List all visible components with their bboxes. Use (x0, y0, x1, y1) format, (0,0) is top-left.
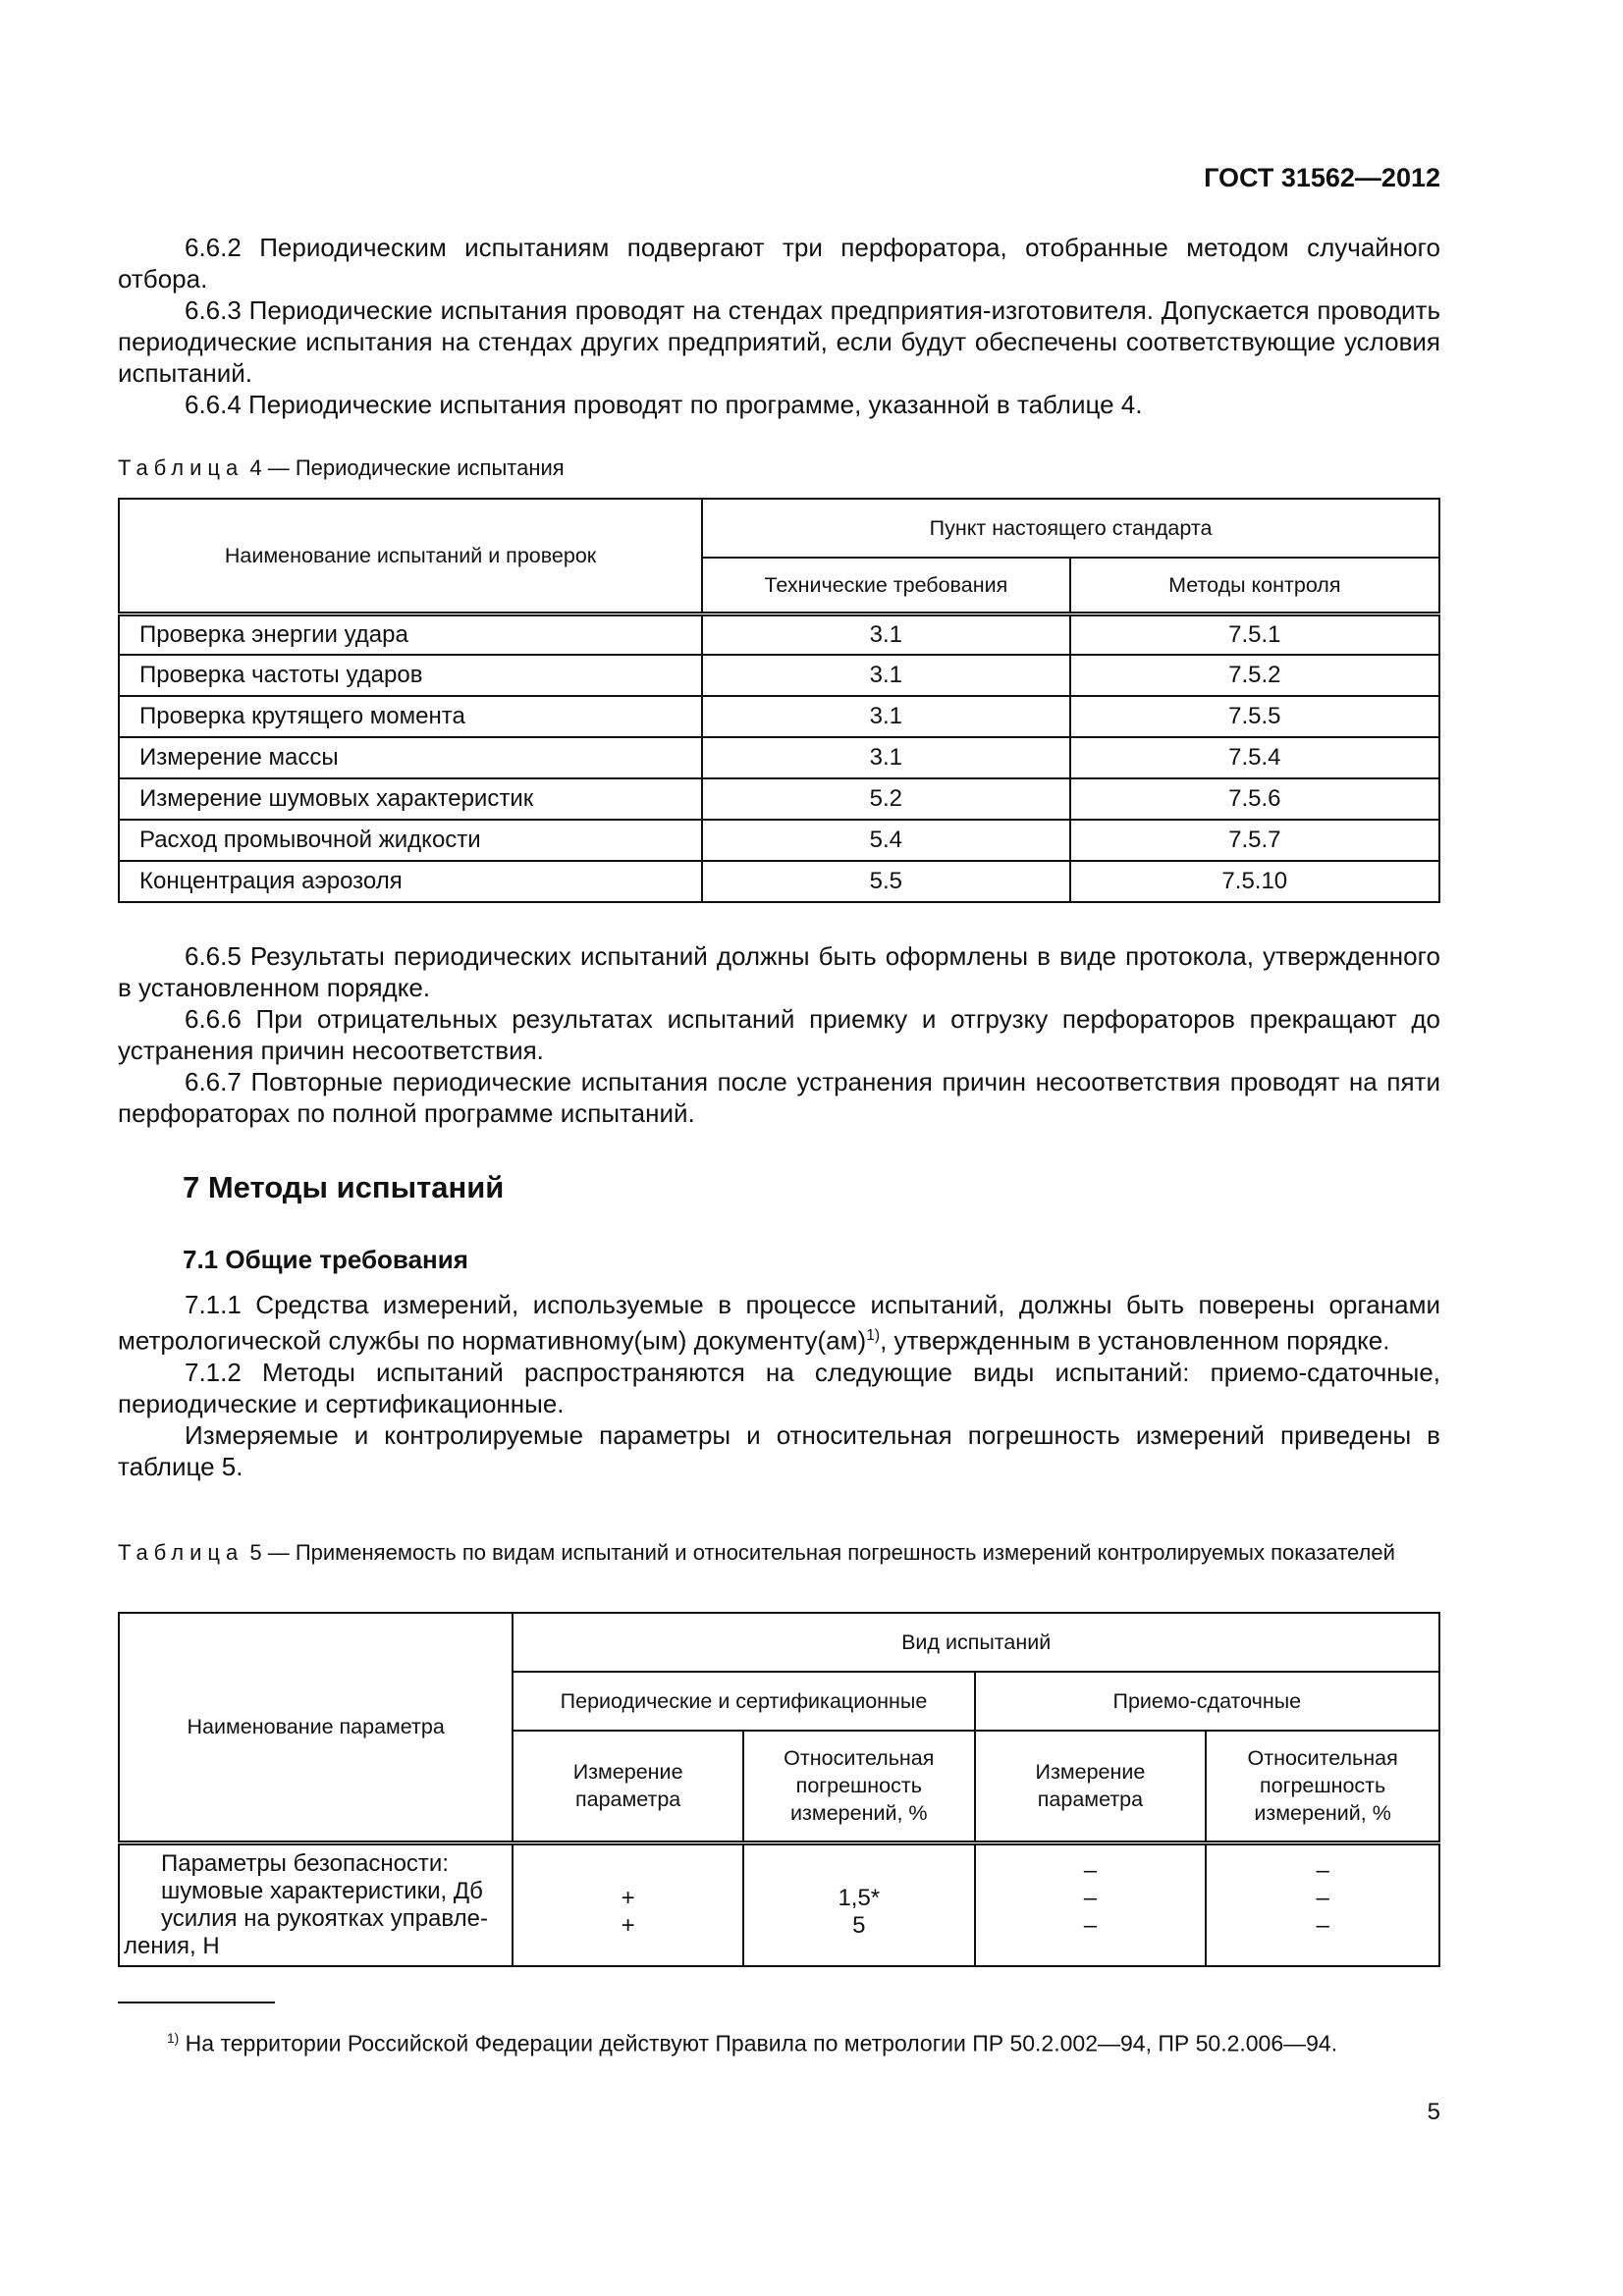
value: – (1083, 1884, 1098, 1911)
paragraph-6-6-3: 6.6.3 Периодические испытания проводят на стендах предприятия-изготовителя. Допускается проводить периодические испытания на стендах других предприятий, если будут обеспечены соответствующие условия испытаний. (118, 295, 1440, 388)
value: – (1083, 1911, 1098, 1939)
table-row (119, 861, 1439, 902)
section-7-1-title: 7.1 Общие требования (183, 1245, 468, 1274)
footnote-mark: 1) (167, 2031, 180, 2046)
row-method: 7.5.1 (1070, 614, 1439, 655)
row-method: 7.5.6 (1070, 778, 1439, 820)
value: 5 (852, 1911, 866, 1939)
header-group: Пункт настоящего стандарта (702, 499, 1439, 558)
header-measure: Измерение параметра (513, 1731, 743, 1842)
table-row (119, 778, 1439, 820)
table4-caption (118, 454, 1440, 483)
caption-text: 4 — Периодические испытания (243, 455, 565, 480)
paragraph-7-1-2: 7.1.2 Методы испытаний распространяются на следующие виды испытаний: приемо-сдаточные, периодические и сертификационные. (118, 1357, 1440, 1418)
acceptance-measure (975, 1842, 1207, 1966)
page-number: 5 (1427, 2099, 1440, 2125)
paragraph-7-1-1 (118, 1289, 1440, 1357)
row-name: Проверка энергии удара (119, 614, 702, 655)
row-tech: 3.1 (702, 696, 1069, 737)
header-error: Относительная погрешность измерений, % (1206, 1731, 1439, 1842)
table-row (119, 614, 1439, 655)
value: – (1316, 1911, 1329, 1939)
table-4 (118, 498, 1440, 903)
header-error: Относительная погрешность измерений, % (743, 1731, 975, 1842)
footnote (118, 2022, 1440, 2060)
row-name (119, 1842, 513, 1966)
p711-text: 7.1.1 Средства измерений, используемые в процессе испытаний, должны быть поверены органами метрологической службы по нормативному(ым) документу(ам) (118, 1290, 1440, 1356)
value (750, 1857, 968, 1885)
paragraph-6-6-4: 6.6.4 Периодические испытания проводят по программе, указанной в таблице 4. (185, 390, 1143, 419)
row-name: Измерение массы (119, 737, 702, 778)
table5-caption (118, 1538, 1440, 1568)
paragraph-6-6-2: 6.6.2 Периодическим испытаниям подвергают три перфоратора, отобранные методом случайного отбора. (118, 233, 1440, 294)
paragraph-7-1-3: Измеряемые и контролируемые параметры и относительная погрешность измерений приведены в таблице 5. (118, 1419, 1440, 1481)
caption-prefix: Таблица (118, 455, 244, 480)
row-method: 7.5.10 (1070, 861, 1439, 902)
footnote-text: На территории Российской Федерации действуют Правила по метрологии ПР 50.2.002—94, ПР 50.2.006—94. (179, 2030, 1338, 2056)
paragraph-6-6-7: 6.6.7 Повторные периодические испытания после устранения причин несоответствия проводят на пяти перфораторах по полной программе испытаний. (118, 1067, 1440, 1128)
header-group: Вид испытаний (513, 1613, 1439, 1672)
header-tech: Технические требования (702, 558, 1069, 614)
document-header: ГОСТ 31562—2012 (1204, 163, 1440, 192)
table-row (119, 655, 1439, 696)
row-name: Расход промывочной жидкости (119, 820, 702, 861)
name-line: усилия на рукоятках управле- (161, 1904, 488, 1932)
name-line: шумовые характеристики, Дб (161, 1877, 483, 1904)
row-method: 7.5.5 (1070, 696, 1439, 737)
section-7-paragraphs (118, 1289, 1440, 1482)
paragraph-6-6-5: 6.6.5 Результаты периодических испытаний должны быть оформлены в виде протокола, утвержденного в установленном порядке. (118, 941, 1440, 1002)
row-method: 7.5.2 (1070, 655, 1439, 696)
periodic-measure (513, 1842, 743, 1966)
header-measure: Измерение параметра (975, 1731, 1207, 1842)
header-acceptance: Приемо-сдаточные (975, 1672, 1439, 1731)
acceptance-error (1206, 1842, 1439, 1966)
p711-text-end: , утвержденным в установленном порядке. (880, 1325, 1390, 1356)
row-name: Проверка крутящего момента (119, 696, 702, 737)
table-row (119, 820, 1439, 861)
value: – (1316, 1856, 1329, 1884)
header-name: Наименование параметра (119, 1613, 513, 1842)
header-periodic: Периодические и сертификационные (513, 1672, 974, 1731)
value: + (621, 1911, 635, 1939)
row-tech: 5.4 (702, 820, 1069, 861)
section-7-title: 7 Методы испытаний (183, 1170, 505, 1204)
table-5 (118, 1612, 1440, 1967)
paragraph-6-6-6: 6.6.6 При отрицательных результатах испытаний приемку и отгрузку перфораторов прекращают до устранения причин несоответствия. (118, 1004, 1440, 1065)
row-tech: 3.1 (702, 655, 1069, 696)
paragraphs-mid (118, 940, 1440, 1129)
header-methods: Методы контроля (1070, 558, 1439, 614)
caption-prefix: Таблица (118, 1540, 244, 1565)
periodic-error (743, 1842, 975, 1966)
name-line: ления, Н (124, 1932, 220, 1959)
table-row (119, 737, 1439, 778)
row-method: 7.5.4 (1070, 737, 1439, 778)
row-name: Проверка частоты ударов (119, 655, 702, 696)
value: – (1083, 1856, 1098, 1884)
row-tech: 5.2 (702, 778, 1069, 820)
value: 1,5* (838, 1884, 881, 1911)
paragraphs-top (118, 232, 1440, 420)
caption-text: 5 — Применяемость по видам испытаний и относительная погрешность измерений контролируемых показателей (243, 1540, 1395, 1565)
value (519, 1857, 736, 1885)
name-line: Параметры безопасности: (161, 1849, 449, 1877)
table-row (119, 1842, 1439, 1966)
footnote-ref[interactable]: 1) (866, 1327, 881, 1344)
row-name: Измерение шумовых характеристик (119, 778, 702, 820)
row-name: Концентрация аэрозоля (119, 861, 702, 902)
row-tech: 5.5 (702, 861, 1069, 902)
table-row (119, 696, 1439, 737)
row-tech: 3.1 (702, 737, 1069, 778)
row-method: 7.5.7 (1070, 820, 1439, 861)
header-name: Наименование испытаний и проверок (119, 499, 702, 614)
footnote-divider (118, 2002, 275, 2003)
value: + (621, 1884, 635, 1911)
row-tech: 3.1 (702, 614, 1069, 655)
value: – (1316, 1884, 1329, 1911)
